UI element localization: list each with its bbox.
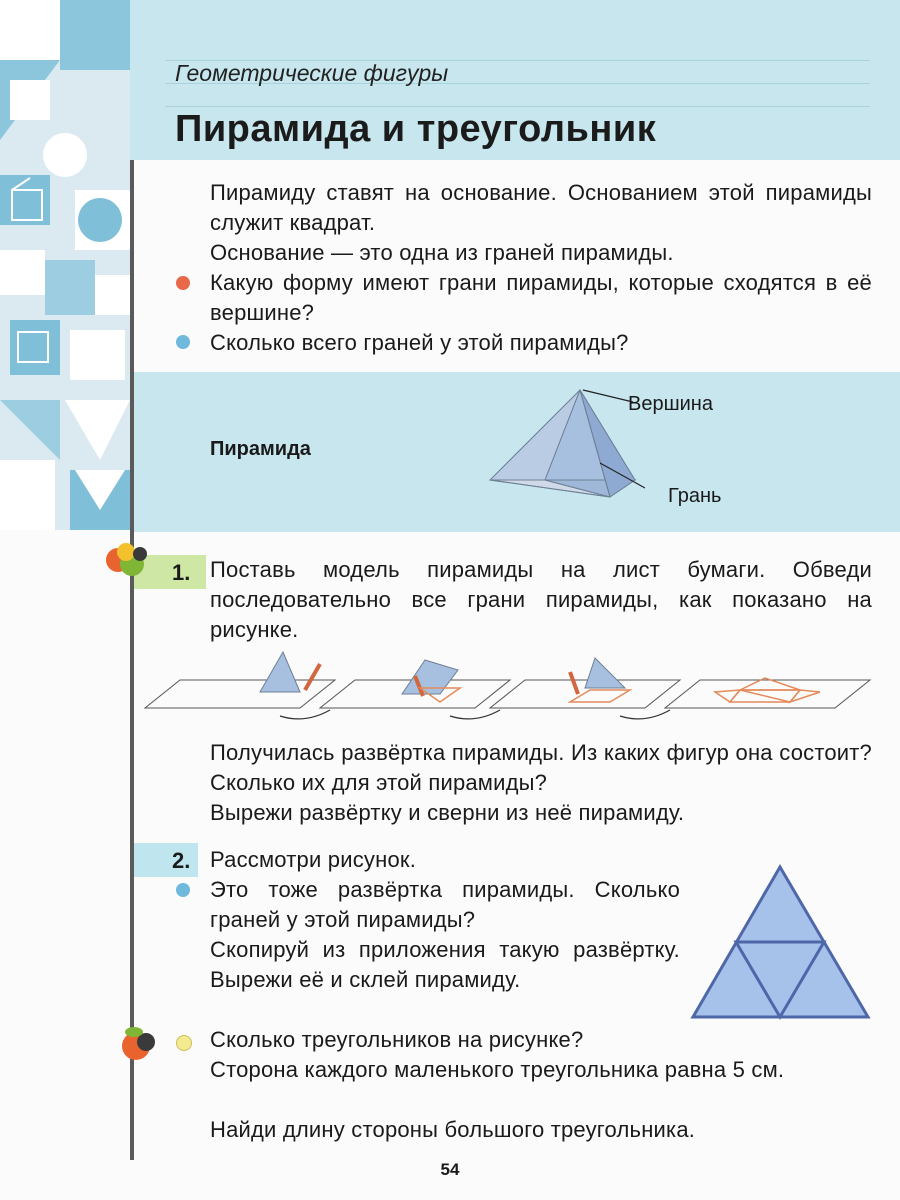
page-subtitle: Геометрические фигуры — [175, 60, 449, 86]
task2-question-2: Сколько треугольников на рисунке? — [210, 1027, 584, 1052]
fruit-icon — [102, 538, 152, 582]
orange-dot-icon — [176, 276, 190, 290]
yellow-dot-icon — [176, 1035, 192, 1051]
task1-question: Получилась развёртка пирамиды. Из каких фигур она состоит? Сколько их для этой пирамиды? — [210, 740, 872, 795]
task2-condition: Сторона каждого маленького треугольника равна 5 см. — [210, 1057, 785, 1082]
page-number: 54 — [440, 1160, 460, 1179]
fruit-icon — [118, 1022, 158, 1066]
apex-label: Вершина — [628, 393, 713, 415]
intro-text-1: Пирамиду ставят на основание. Основанием этой пирамиды служит квадрат. — [210, 180, 872, 235]
task1-number: 1. — [172, 560, 191, 585]
intro-question-1: Какую форму имеют грани пирамиды, которые сходятся в её вершине? — [210, 270, 872, 325]
net-tracing-sequence — [140, 650, 875, 725]
task2-task: Найди длину стороны большого треугольника. — [210, 1117, 696, 1142]
task2-intro: Рассмотри рисунок. — [210, 847, 417, 872]
pyramid-label: Пирамида — [210, 438, 311, 460]
task2-instruction: Скопируй из приложения такую развёртку. Вырежи её и склей пирамиду. — [210, 937, 680, 992]
intro-text-2: Основание — это одна из граней пирамиды. — [210, 240, 674, 265]
intro-question-2: Сколько всего граней у этой пирамиды? — [210, 330, 629, 355]
triangle-net-icon — [688, 862, 873, 1022]
geometric-pattern-icon — [0, 0, 130, 530]
page-title: Пирамида и треугольник — [175, 108, 657, 150]
task2-number: 2. — [172, 848, 191, 873]
blue-dot-icon — [176, 335, 190, 349]
task1-instruction: Вырежи развёртку и сверни из неё пирамиду. — [210, 800, 685, 825]
task2-question-1: Это тоже развёртка пирамиды. Сколько граней у этой пирамиды? — [210, 877, 680, 932]
face-label: Грань — [668, 485, 722, 507]
task1-text: Поставь модель пирамиды на лист бумаги. Обведи последовательно все грани пирамиды, как показано на рисунке. — [210, 557, 872, 642]
decorative-mosaic — [0, 0, 130, 530]
vertical-divider — [130, 160, 134, 1160]
blue-dot-icon — [176, 883, 190, 897]
